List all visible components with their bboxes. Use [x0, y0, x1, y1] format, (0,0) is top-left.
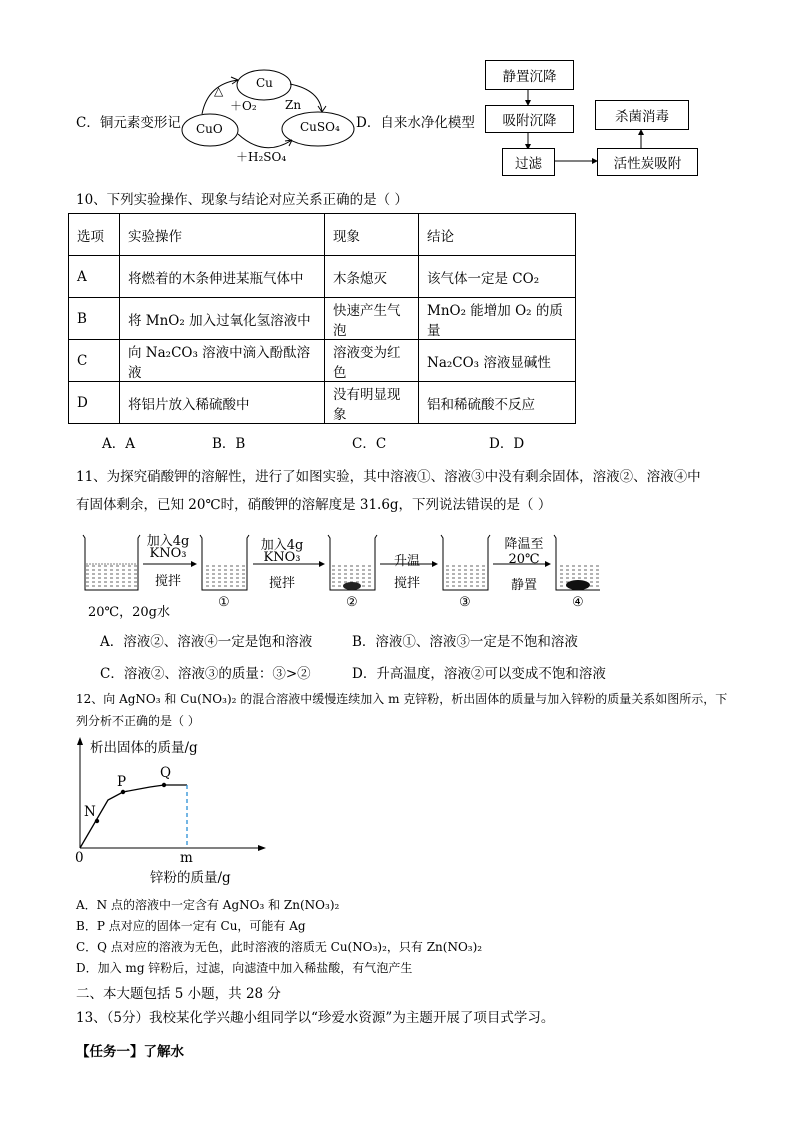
cell-operation: 将铝片放入稀硫酸中: [120, 382, 325, 424]
graph-n-label: N: [84, 804, 96, 820]
q13-task-one: 【任务一】了解水: [76, 1044, 184, 1060]
arrow3-bottom: 搅拌: [393, 576, 420, 591]
cycle-zn: Zn: [285, 98, 302, 112]
flow-step-filtration: 过滤: [502, 148, 555, 176]
q10-choice-b: B．B: [212, 436, 246, 452]
table-row: [69, 298, 576, 340]
beaker-label-4: ④: [572, 595, 584, 610]
q12-stem-line1: 12、向 AgNO₃ 和 Cu(NO₃)₂ 的混合溶液中缓慢连续加入 m 克锌粉，析出固体的质量与加入锌粉的质量关系如图所示，下: [76, 692, 728, 706]
arrow1-mid: KNO₃: [149, 546, 187, 561]
q10-choice-a: A．A: [102, 436, 135, 452]
arrow2-mid: KNO₃: [263, 550, 301, 565]
arrow4-top: 降温至: [504, 537, 544, 552]
q10-stem: 10、下列实验操作、现象与结论对应关系正确的是（ ）: [76, 192, 408, 208]
q10-choice-c: C．C: [352, 436, 387, 452]
cell-conclusion: MnO₂ 能增加 O₂ 的质量: [419, 298, 576, 340]
header-option: 选项: [69, 214, 120, 256]
x-axis-arrow: [258, 845, 266, 851]
table-row: [69, 382, 576, 424]
cycle-heat: △: [214, 84, 224, 98]
cell-option: A: [69, 256, 120, 298]
q10-table: [68, 213, 576, 424]
arrow1-top: 加入4g: [146, 534, 190, 549]
option-d-label: D．自来水净化模型: [356, 115, 475, 131]
cell-option: D: [69, 382, 120, 424]
q12-option-a: A．N 点的溶液中一定含有 AgNO₃ 和 Zn(NO₃)₂: [76, 898, 340, 912]
arrow1-bottom: 搅拌: [154, 574, 181, 589]
graph-origin: 0: [75, 850, 84, 866]
q11-option-b: B．溶液①、溶液③一定是不饱和溶液: [352, 634, 578, 650]
header-phenomenon: 现象: [325, 214, 419, 256]
flow-step-carbon: 活性炭吸附: [597, 148, 698, 176]
graph-xlabel: 锌粉的质量/g: [150, 870, 231, 886]
flow-step-sedimentation: 静置沉降: [485, 60, 574, 90]
graph-ylabel: 析出固体的质量/g: [90, 740, 198, 756]
q11-option-c: C．溶液②、溶液③的质量：③>②: [100, 666, 311, 682]
arrow2-top: 加入4g: [260, 538, 304, 553]
cycle-cu: Cu: [256, 76, 273, 90]
cycle-cuo: CuO: [196, 122, 223, 136]
option-c-label: C．铜元素变形记: [76, 115, 181, 131]
arrow4-mid: 20℃: [508, 552, 540, 567]
beaker-label-1: ①: [218, 595, 230, 610]
arrow4-bottom: 静置: [510, 578, 537, 593]
cell-option: C: [69, 340, 120, 382]
beaker-label-3: ③: [459, 595, 471, 610]
arrow3-mid: 升温: [393, 554, 420, 569]
point-p: [121, 790, 125, 794]
q12-option-d: D．加入 mg 锌粉后，过滤，向滤渣中加入稀盐酸，有气泡产生: [76, 961, 413, 975]
y-axis-arrow: [77, 737, 83, 745]
beaker-3: [441, 535, 490, 590]
cell-phenomenon: 木条熄灭: [325, 256, 419, 298]
cell-phenomenon: 溶液变为红色: [325, 340, 419, 382]
graph-m-label: m: [180, 850, 193, 866]
beaker-1: [200, 535, 249, 590]
q12-option-c: C．Q 点对应的溶液为无色，此时溶液的溶质无 Cu(NO₃)₂，只有 Zn(NO₃)₂: [76, 940, 483, 954]
flow-step-adsorption-settling: 吸附沉降: [485, 105, 574, 133]
arrow2-bottom: 搅拌: [268, 576, 295, 591]
section-two-heading: 二、本大题包括 5 小题，共 28 分: [76, 986, 281, 1002]
graph-p-label: P: [117, 774, 127, 790]
cycle-o2: ＋O₂: [230, 99, 257, 113]
q11-stem-line2: 有固体剩余，已知 20℃时，硝酸钾的溶解度是 31.6g，下列说法错误的是（ ）: [76, 497, 552, 513]
table-row: [69, 256, 576, 298]
cycle-cuso4: CuSO₄: [300, 120, 340, 134]
table-header-row: [69, 214, 576, 256]
graph-line: [80, 785, 187, 848]
q11-option-d: D．升高温度，溶液②可以变成不饱和溶液: [352, 666, 606, 682]
header-conclusion: 结论: [419, 214, 576, 256]
cell-phenomenon: 快速产生气泡: [325, 298, 419, 340]
cell-conclusion: 铝和稀硫酸不反应: [419, 382, 576, 424]
q11-option-a: A．溶液②、溶液④一定是饱和溶液: [100, 634, 313, 650]
beaker-2: [328, 535, 377, 590]
point-q: [162, 783, 166, 787]
beaker-label-2: ②: [346, 595, 358, 610]
cell-conclusion: Na₂CO₃ 溶液显碱性: [419, 340, 576, 382]
q12-option-b: B．P 点对应的固体一定有 Cu，可能有 Ag: [76, 919, 306, 933]
flow-step-disinfection: 杀菌消毒: [595, 100, 689, 130]
q11-stem-line1: 11、为探究硝酸钾的溶解性，进行了如图实验，其中溶液①、溶液③中没有剩余固体，溶液②、溶液④中: [76, 469, 701, 485]
graph-q-label: Q: [160, 765, 172, 781]
q13-stem: 13、（5分）我校某化学兴趣小组同学以“珍爱水资源”为主题开展了项目式学习。: [76, 1010, 555, 1026]
beaker-4: [554, 535, 600, 590]
q12-stem-line2: 列分析不正确的是（ ）: [76, 714, 200, 728]
header-operation: 实验操作: [120, 214, 325, 256]
q10-choice-d: D．D: [489, 436, 525, 452]
cell-operation: 将 MnO₂ 加入过氧化氢溶液中: [120, 298, 325, 340]
table-row: [69, 340, 576, 382]
cell-operation: 向 Na₂CO₃ 溶液中滴入酚酞溶液: [120, 340, 325, 382]
cycle-h2so4: ＋H₂SO₄: [236, 150, 287, 164]
cell-conclusion: 该气体一定是 CO₂: [419, 256, 576, 298]
beaker-start: [83, 535, 140, 590]
cell-option: B: [69, 298, 120, 340]
start-condition-label: 20℃，20g水: [88, 605, 170, 620]
cell-operation: 将燃着的木条伸进某瓶气体中: [120, 256, 325, 298]
cell-phenomenon: 没有明显现象: [325, 382, 419, 424]
